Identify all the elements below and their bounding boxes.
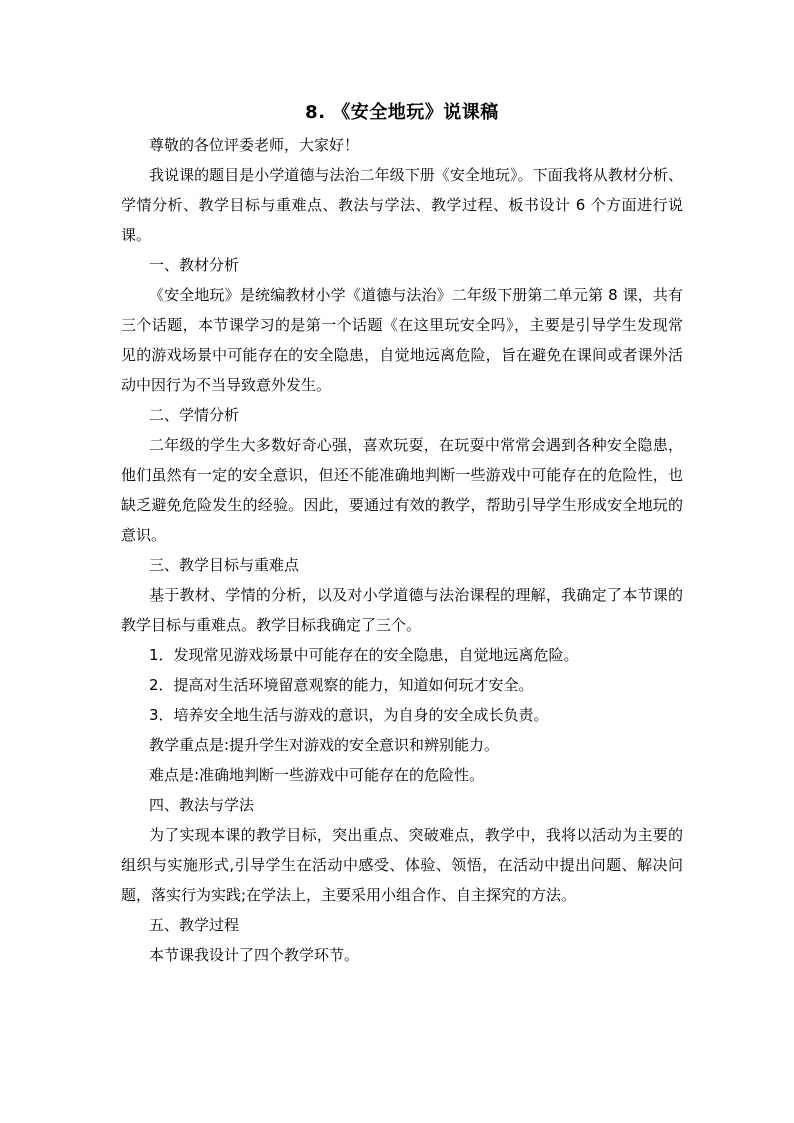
textbook-analysis-paragraph: 《安全地玩》是统编教材小学《道德与法治》二年级下册第二单元第 8 课，共有三个话题，本节课学习的是第一个话题《在这里玩安全吗》，主要是引导学生发现常见的游戏场景中可能存在的安全隐患，自觉地远离危险，旨在避免在课间或者课外活动中因行为不当导致意外发生。 <box>121 286 683 394</box>
intro-paragraph: 我说课的题目是小学道德与法治二年级下册《安全地玩》。下面我将从教材分析、学情分析、教学目标与重难点、教法与学法、教学过程、板书设计 6 个方面进行说课。 <box>121 166 683 244</box>
difficulty-paragraph: 难点是:准确地判断一些游戏中可能存在的危险性。 <box>149 766 485 784</box>
greeting-paragraph: 尊敬的各位评委老师，大家好！ <box>149 136 360 154</box>
goal-item-1: 1．发现常见游戏场景中可能存在的安全隐患，自觉地远离危险。 <box>149 646 579 664</box>
document-page <box>121 100 683 970</box>
student-analysis-paragraph: 二年级的学生大多数好奇心强，喜欢玩耍，在玩耍中常常会遇到各种安全隐患，他们虽然有一定的安全意识，但还不能准确地判断一些游戏中可能存在的危险性，也缺乏避免危险发生的经验。因此，要通过有效的教学，帮助引导学生形成安全地玩的意识。 <box>121 436 683 544</box>
methods-paragraph: 为了实现本课的教学目标，突出重点、突破难点，教学中，我将以活动为主要的组织与实施形式,引导学生在活动中感受、体验、领悟，在活动中提出问题、解决问题，落实行为实践;在学法上，主要采用小组合作、自主探究的方法。 <box>121 826 683 904</box>
teaching-goals-paragraph: 基于教材、学情的分析，以及对小学道德与法治课程的理解，我确定了本节课的教学目标与重难点。教学目标我确定了三个。 <box>121 586 683 634</box>
section-heading-methods: 四、教法与学法 <box>149 796 255 814</box>
section-heading-textbook-analysis: 一、教材分析 <box>149 256 240 274</box>
section-heading-student-analysis: 二、学情分析 <box>149 406 240 424</box>
goal-item-3: 3．培养安全地生活与游戏的意识，为自身的安全成长负责。 <box>149 706 549 724</box>
section-heading-process: 五、教学过程 <box>149 916 240 934</box>
section-heading-teaching-goals: 三、教学目标与重难点 <box>149 556 300 574</box>
document-title: 8. 《安全地玩》说课稿 <box>305 102 499 123</box>
goal-item-2: 2．提高对生活环境留意观察的能力，知道如何玩才安全。 <box>149 676 534 694</box>
process-paragraph: 本节课我设计了四个教学环节。 <box>149 946 360 964</box>
key-point-paragraph: 教学重点是:提升学生对游戏的安全意识和辨别能力。 <box>149 736 500 754</box>
